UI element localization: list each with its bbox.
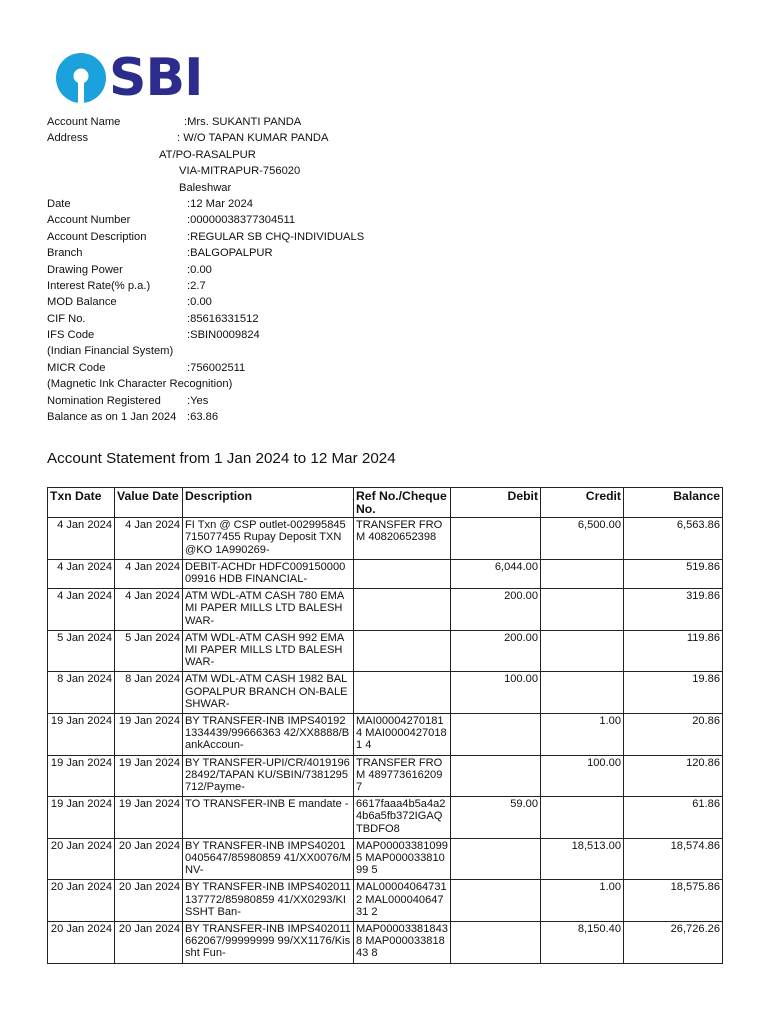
info-label: CIF No. (47, 312, 86, 325)
balance-cell: 6,563.86 (624, 518, 723, 560)
credit-cell (541, 672, 624, 714)
description-cell: TO TRANSFER-INB E mandate - (183, 797, 354, 839)
table-row (48, 672, 723, 714)
info-value: :SBIN0009824 (187, 329, 260, 342)
ref-cell (354, 630, 451, 672)
description-cell: ATM WDL-ATM CASH 780 EMAMI PAPER MILLS LTD BALESHWAR- (183, 589, 354, 631)
txn-date-cell: 4 Jan 2024 (48, 559, 115, 588)
txn-date-cell: 5 Jan 2024 (48, 630, 115, 672)
ref-cell: MAP00003381099 5 MAP00003381099 5 (354, 838, 451, 880)
debit-cell: 100.00 (451, 672, 541, 714)
txn-date-cell: 19 Jan 2024 (48, 755, 115, 797)
info-label: Address (47, 132, 89, 145)
transactions-table (47, 487, 723, 964)
table-row (48, 559, 723, 588)
info-value: AT/PO-RASALPUR (159, 148, 256, 161)
txn-date-cell: 19 Jan 2024 (48, 714, 115, 756)
info-value: : W/O TAPAN KUMAR PANDA (177, 132, 329, 145)
credit-cell (541, 630, 624, 672)
info-label: Account Name (47, 116, 121, 128)
info-value: VIA-MITRAPUR-756020 (179, 165, 301, 178)
txn-date-cell: 20 Jan 2024 (48, 838, 115, 880)
info-value: :0.00 (187, 263, 212, 276)
credit-cell: 1.00 (541, 880, 624, 922)
ref-cell: MAP00003381843 8 MAP00003381843 8 (354, 922, 451, 964)
info-label: IFS Code (47, 329, 95, 342)
info-label: Balance as on 1 Jan 2024 (47, 411, 177, 424)
logo-text: SBI (109, 48, 203, 108)
table-row (48, 518, 723, 560)
description-cell: FI Txn @ CSP outlet-002995845715077455 Rupay Deposit TXN @KO 1A990269- (183, 518, 354, 560)
debit-cell: 200.00 (451, 630, 541, 672)
balance-cell: 120.86 (624, 755, 723, 797)
ref-cell: TRANSFER FROM 4897736162097 (354, 755, 451, 797)
credit-cell: 1.00 (541, 714, 624, 756)
ref-cell: MAL00004064731 2 MAL00004064731 2 (354, 880, 451, 922)
info-value: :12 Mar 2024 (187, 197, 253, 210)
debit-cell (451, 755, 541, 797)
ref-cell (354, 559, 451, 588)
debit-cell (451, 714, 541, 756)
balance-cell: 18,575.86 (624, 880, 723, 922)
info-label: (Indian Financial System) (47, 345, 174, 358)
info-value: Baleshwar (179, 181, 232, 194)
table-row (48, 880, 723, 922)
info-label: MOD Balance (47, 296, 117, 309)
sbi-keyhole-icon (55, 52, 107, 104)
info-value: :REGULAR SB CHQ-INDIVIDUALS (187, 230, 365, 243)
col-header-value-date: Value Date (115, 488, 183, 518)
info-label: Nomination Registered (47, 394, 161, 407)
value-date-cell: 19 Jan 2024 (115, 797, 183, 839)
debit-cell: 59.00 (451, 797, 541, 839)
info-label: Date (47, 197, 71, 210)
table-row (48, 838, 723, 880)
info-label: Branch (47, 247, 83, 260)
balance-cell: 20.86 (624, 714, 723, 756)
ref-cell (354, 589, 451, 631)
info-value: :0.00 (187, 296, 212, 309)
credit-cell: 8,150.40 (541, 922, 624, 964)
credit-cell (541, 797, 624, 839)
debit-cell (451, 880, 541, 922)
info-label: (Magnetic Ink Character Recognition) (47, 378, 233, 391)
ref-cell: TRANSFER FROM 40820652398 (354, 518, 451, 560)
debit-cell (451, 518, 541, 560)
table-row (48, 797, 723, 839)
col-header-ref: Ref No./Cheque No. (354, 488, 451, 518)
value-date-cell: 20 Jan 2024 (115, 880, 183, 922)
credit-cell: 18,513.00 (541, 838, 624, 880)
table-header-row (48, 488, 723, 518)
value-date-cell: 4 Jan 2024 (115, 518, 183, 560)
table-row (48, 755, 723, 797)
col-header-debit: Debit (451, 488, 541, 518)
txn-date-cell: 4 Jan 2024 (48, 518, 115, 560)
value-date-cell: 8 Jan 2024 (115, 672, 183, 714)
balance-cell: 26,726.26 (624, 922, 723, 964)
txn-date-cell: 8 Jan 2024 (48, 672, 115, 714)
description-cell: BY TRANSFER-UPI/CR/401919628492/TAPAN KU/SBIN/7381295712/Payme- (183, 755, 354, 797)
info-value: :2.7 (187, 279, 206, 292)
sbi-logo (55, 48, 203, 108)
debit-cell (451, 838, 541, 880)
balance-cell: 61.86 (624, 797, 723, 839)
value-date-cell: 19 Jan 2024 (115, 755, 183, 797)
table-row (48, 922, 723, 964)
value-date-cell: 19 Jan 2024 (115, 714, 183, 756)
balance-cell: 18,574.86 (624, 838, 723, 880)
col-header-txn-date: Txn Date (48, 488, 115, 518)
col-header-balance: Balance (624, 488, 723, 518)
description-cell: ATM WDL-ATM CASH 1982 BALGOPALPUR BRANCH ON-BALESHWAR- (183, 672, 354, 714)
description-cell: DEBIT-ACHDr HDFC00915000009916 HDB FINANCIAL- (183, 559, 354, 588)
txn-date-cell: 20 Jan 2024 (48, 922, 115, 964)
table-row (48, 589, 723, 631)
txn-date-cell: 19 Jan 2024 (48, 797, 115, 839)
info-label: Account Number (47, 214, 131, 227)
table-row (48, 630, 723, 672)
description-cell: BY TRANSFER-INB IMPS401921334439/99666363 42/XX8888/BankAccoun- (183, 714, 354, 756)
debit-cell (451, 922, 541, 964)
balance-cell: 519.86 (624, 559, 723, 588)
balance-cell: 19.86 (624, 672, 723, 714)
credit-cell (541, 589, 624, 631)
info-value: :85616331512 (187, 312, 259, 325)
value-date-cell: 4 Jan 2024 (115, 589, 183, 631)
value-date-cell: 20 Jan 2024 (115, 922, 183, 964)
info-value: :Mrs. SUKANTI PANDA (184, 116, 302, 128)
debit-cell: 6,044.00 (451, 559, 541, 588)
txn-date-cell: 20 Jan 2024 (48, 880, 115, 922)
txn-date-cell: 4 Jan 2024 (48, 589, 115, 631)
info-value: :BALGOPALPUR (187, 247, 273, 260)
balance-cell: 319.86 (624, 589, 723, 631)
ref-cell: MAI00004270181 4 MAI00004270181 4 (354, 714, 451, 756)
ref-cell (354, 672, 451, 714)
ref-cell: 6617faaa4b5a4a2 4b6a5fb372IGAQ TBDFO8 (354, 797, 451, 839)
credit-cell (541, 559, 624, 588)
value-date-cell: 20 Jan 2024 (115, 838, 183, 880)
info-value: :00000038377304511 (187, 214, 296, 227)
info-value: :63.86 (187, 411, 219, 424)
info-value: :756002511 (187, 361, 246, 374)
statement-title: Account Statement from 1 Jan 2024 to 12 Mar 2024 (47, 450, 396, 467)
description-cell: BY TRANSFER-INB IMPS402011662067/99999999 99/XX1176/Kissht Fun- (183, 922, 354, 964)
value-date-cell: 4 Jan 2024 (115, 559, 183, 588)
info-label: Interest Rate(% p.a.) (47, 279, 151, 292)
description-cell: ATM WDL-ATM CASH 992 EMAMI PAPER MILLS LTD BALESHWAR- (183, 630, 354, 672)
value-date-cell: 5 Jan 2024 (115, 630, 183, 672)
debit-cell: 200.00 (451, 589, 541, 631)
credit-cell: 100.00 (541, 755, 624, 797)
credit-cell: 6,500.00 (541, 518, 624, 560)
table-row (48, 714, 723, 756)
description-cell: BY TRANSFER-INB IMPS402010405647/85980859 41/XX0076/MNV- (183, 838, 354, 880)
col-header-credit: Credit (541, 488, 624, 518)
balance-cell: 119.86 (624, 630, 723, 672)
info-value: :Yes (187, 394, 209, 407)
info-label: MICR Code (47, 361, 106, 374)
description-cell: BY TRANSFER-INB IMPS402011137772/85980859 41/XX0293/KISSHT Ban- (183, 880, 354, 922)
info-label: Account Description (47, 230, 147, 243)
info-label: Drawing Power (47, 263, 123, 276)
col-header-description: Description (183, 488, 354, 518)
